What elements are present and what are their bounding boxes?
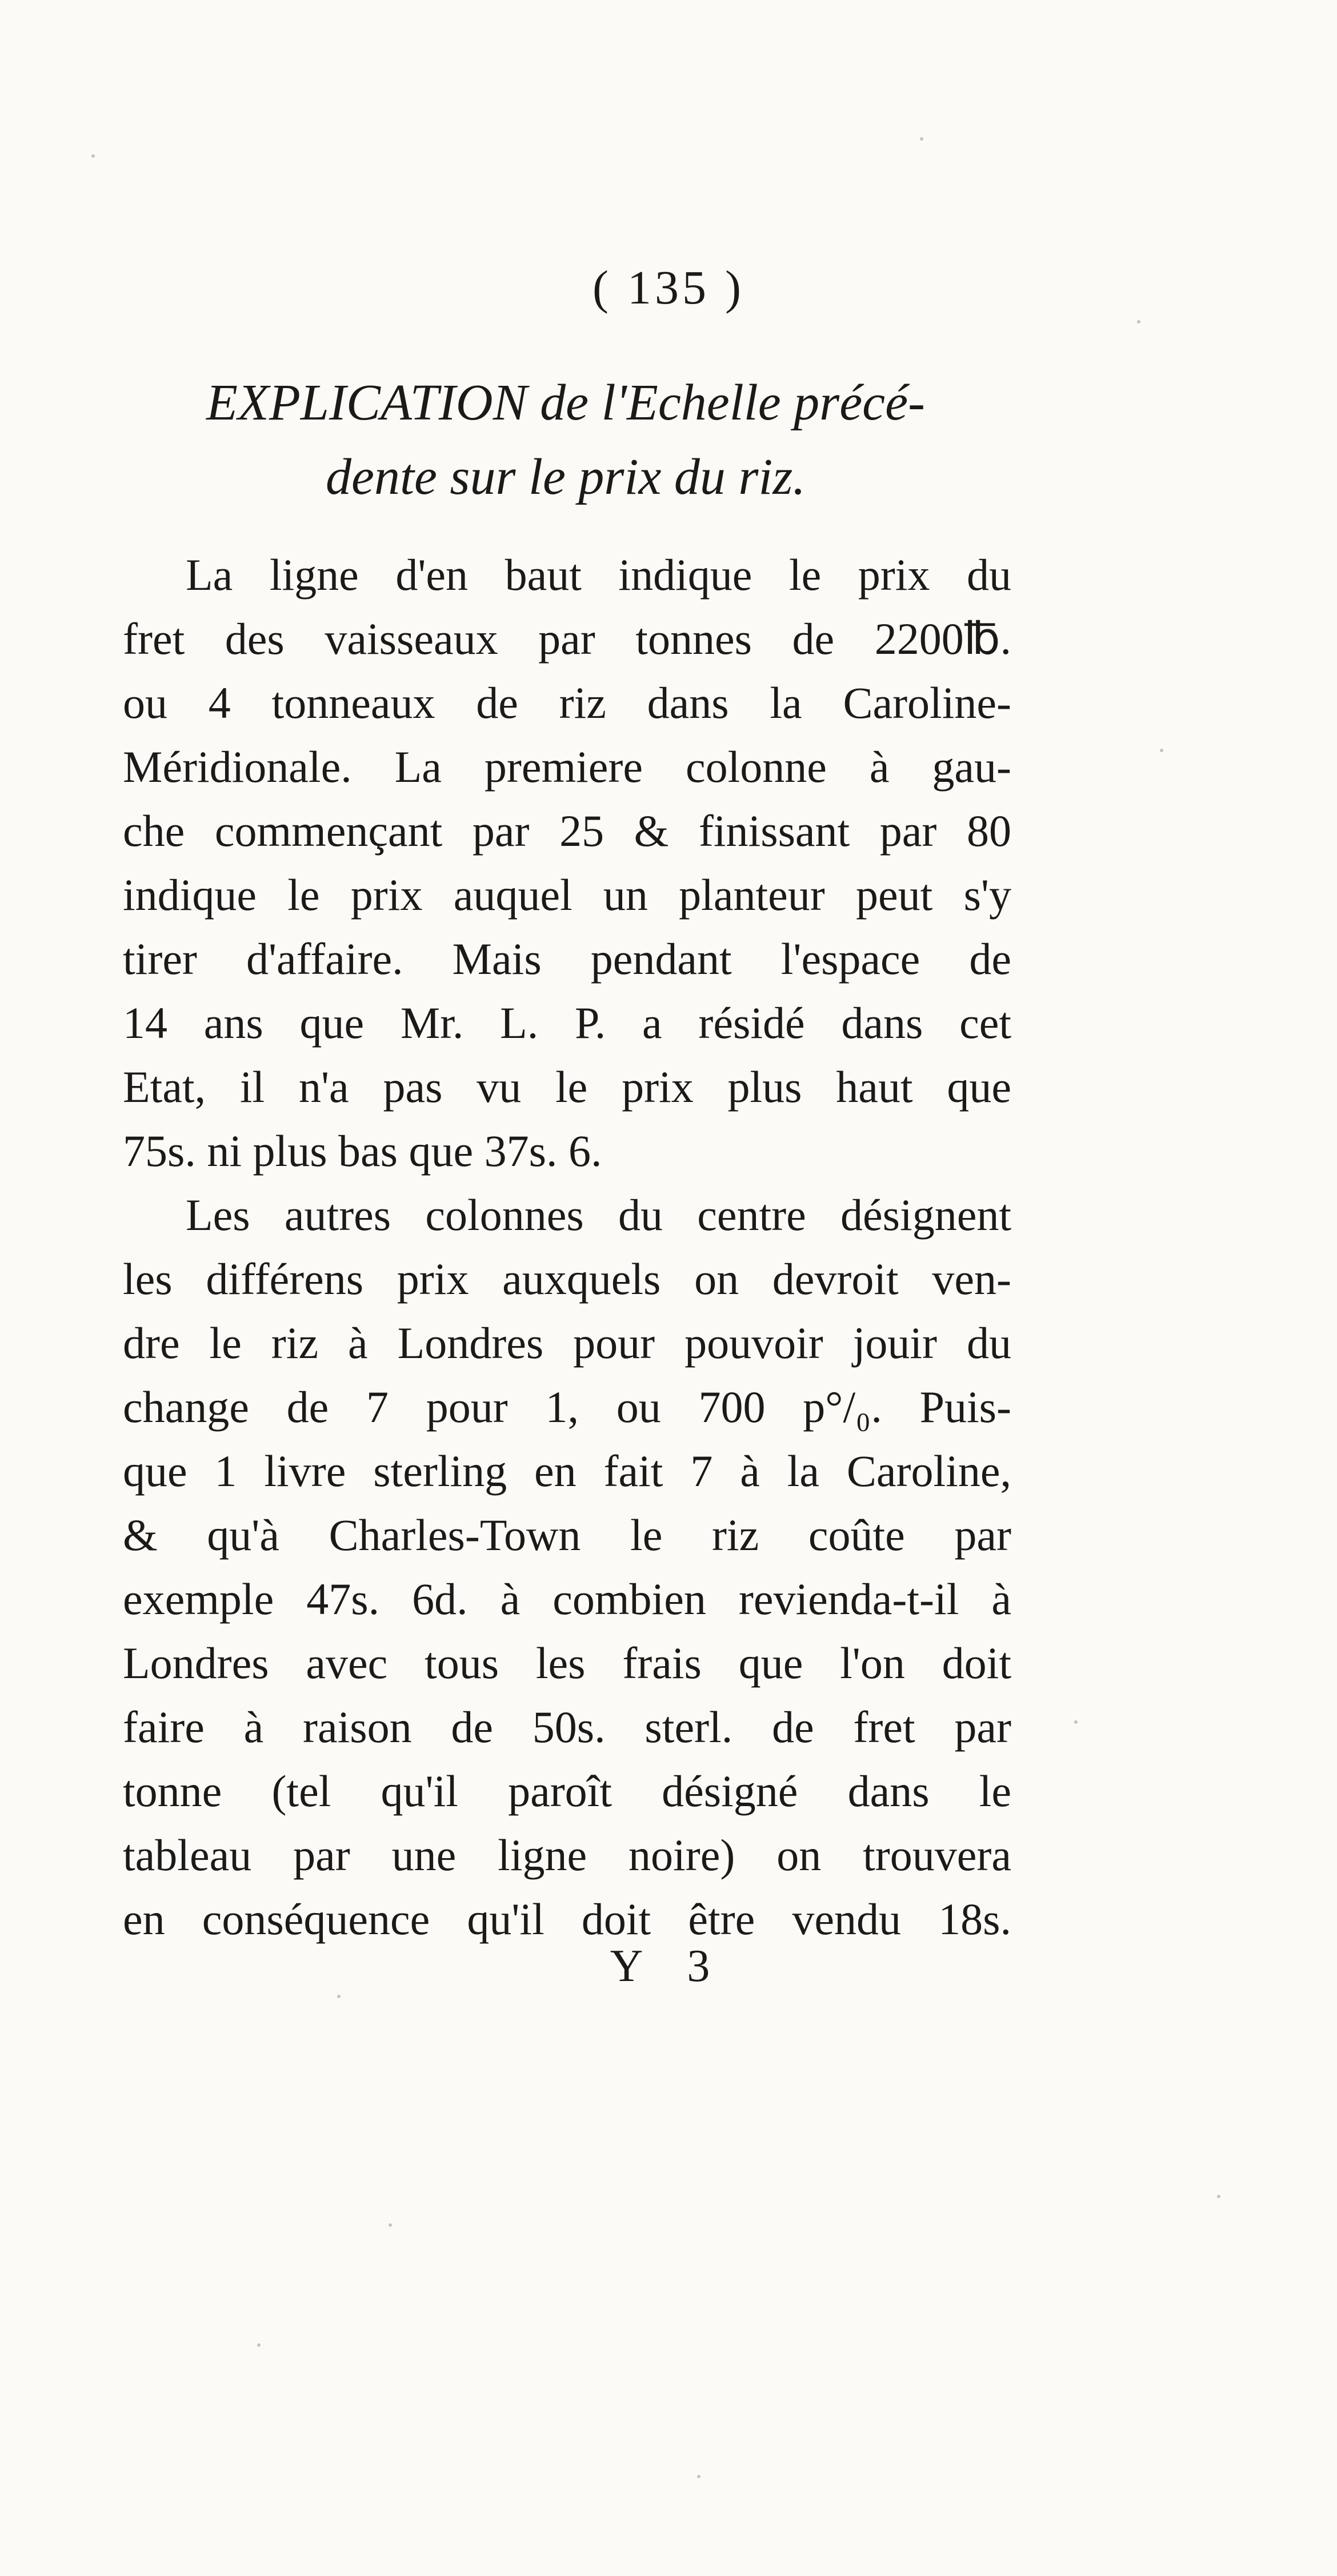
paper-speck [1074,1720,1078,1724]
text-line: faire à raison de 50s. sterl. de fret par [123,1702,1011,1752]
text-line: 14 ans que Mr. L. P. a résidé dans cet [123,998,1011,1048]
text-line: fret des vaisseaux par tonnes de 2200℔. [123,614,1011,664]
title-line: dente sur le prix du riz. [326,449,806,505]
paper-speck [91,154,95,158]
paper-speck [1217,2195,1220,2198]
text-line: Les autres colonnes du centre désignent [186,1190,1011,1240]
text-line: che commençant par 25 & finissant par 80 [123,806,1011,856]
paper-speck [1160,749,1163,752]
text-line: & qu'à Charles-Town le riz coûte par [123,1510,1011,1560]
signature-mark: Y 3 [610,1941,727,1991]
text-line: Etat, il n'a pas vu le prix plus haut que [123,1062,1011,1112]
text-line: en conséquence qu'il doit être vendu 18s. [123,1894,1011,1944]
text-line: exemple 47s. 6d. à combien revienda-t-il à [123,1574,1011,1624]
text-line: que 1 livre sterling en fait 7 à la Caroline, [123,1446,1011,1496]
text-line: indique le prix auquel un planteur peut s'y [123,870,1011,920]
text-line: change de 7 pour 1, ou 700 p°/₀. Puis- [123,1382,1011,1432]
paper-speck [389,2223,392,2227]
body-text [123,543,1011,1951]
text-line: tirer d'affaire. Mais pendant l'espace de [123,934,1011,984]
section-title [120,366,1011,514]
text-line: tonne (tel qu'il paroît désigné dans le [123,1766,1011,1816]
text-line: 75s. ni plus bas que 37s. 6. [123,1126,602,1176]
text-line: Londres avec tous les frais que l'on doit [123,1638,1011,1688]
paper-speck [697,2475,700,2478]
text-line: les différens prix auxquels on devroit ven- [123,1254,1011,1304]
text-line: tableau par une ligne noire) on trouvera [123,1830,1011,1880]
page-number: ( 135 ) [593,261,744,314]
paper-speck [1137,320,1140,324]
text-line: ou 4 tonneaux de riz dans la Caroline- [123,678,1011,728]
paper-speck [337,1995,341,1998]
paper-speck [920,137,923,141]
title-line: EXPLICATION de l'Echelle précé- [206,374,926,431]
paper-speck [257,2343,261,2347]
text-line: Méridionale. La premiere colonne à gau- [123,742,1011,792]
text-line: dre le riz à Londres pour pouvoir jouir du [123,1318,1011,1368]
text-line: La ligne d'en baut indique le prix du [186,550,1011,600]
